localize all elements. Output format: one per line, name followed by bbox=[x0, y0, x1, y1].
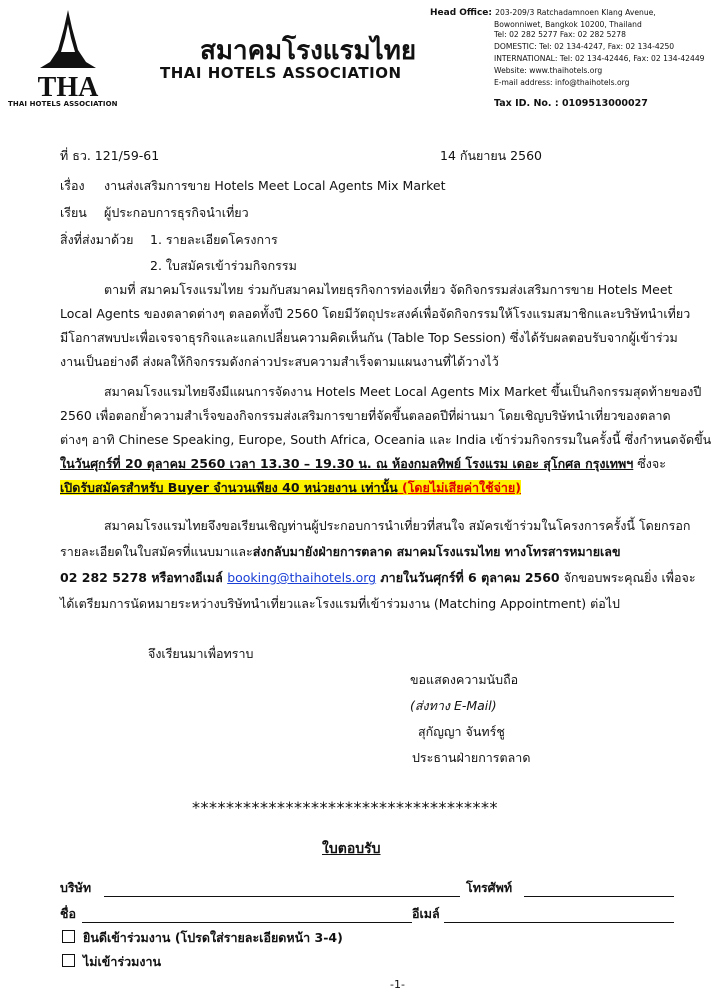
option-attend[interactable] bbox=[62, 928, 343, 948]
attend-checkbox[interactable] bbox=[62, 930, 75, 943]
page-number: -1- bbox=[390, 978, 405, 991]
send-to-marketing: ส่งกลับมายังฝ่ายการตลาด สมาคมโรงแรมไทย ทางโทรสารหมายเลข bbox=[252, 544, 621, 559]
divider-stars: ************************************ bbox=[192, 798, 498, 817]
closing-inform: จึงเรียนมาเพื่อทราบ bbox=[148, 646, 254, 661]
signer-position: ประธานฝ่ายการตลาด bbox=[412, 750, 531, 765]
paragraph-2-line-4 bbox=[60, 452, 666, 476]
phone-label: โทรศัพท์ bbox=[466, 880, 513, 895]
booking-email-link[interactable]: booking@thaihotels.org bbox=[227, 570, 377, 585]
signer-name: สุกัญญา จันทร์ชู bbox=[418, 724, 505, 739]
company-label: บริษัท bbox=[60, 880, 92, 895]
free-of-charge-note: (โดยไม่เสียค่าใช้จ่าย) bbox=[397, 480, 521, 495]
website: Website: www.thaihotels.org bbox=[494, 66, 603, 75]
fax-number: 02 282 5278 หรือทางอีเมล์ bbox=[60, 570, 228, 585]
letter-date: 14 กันยายน 2560 bbox=[440, 148, 542, 163]
head-office-label: Head Office: 203-209/3 Ratchadamnoen Klang Avenue, bbox=[430, 8, 656, 18]
not-attend-checkbox[interactable] bbox=[62, 954, 75, 967]
international-contact: INTERNATIONAL: Tel: 02 134-42446, Fax: 02 134-42449 bbox=[494, 54, 705, 63]
address-line-2: Bowonniwet, Bangkok 10200, Thailand bbox=[494, 20, 642, 29]
paragraph-1-line-1: ตามที่ สมาคมโรงแรมไทย ร่วมกับสมาคมไทยธุรกิจการท่องเที่ยว จัดกิจกรรมส่งเสริมการขาย Hotels Meet bbox=[104, 282, 673, 297]
recipient: ผู้ประกอบการธุรกิจนำเที่ยว bbox=[104, 205, 249, 220]
paragraph-1-line-4: งานเป็นอย่างดี ส่งผลให้กิจกรรมดังกล่าวประสบความสำเร็จตามแผนงานที่ได้วางไว้ bbox=[60, 354, 499, 369]
name-label: ชื่อ bbox=[60, 906, 76, 921]
name-field[interactable] bbox=[82, 904, 412, 923]
paragraph-2-line-5 bbox=[60, 476, 521, 500]
attend-label: ยินดีเข้าร่วมงาน (โปรดใส่รายละเอียดหน้า 3-4) bbox=[83, 930, 343, 945]
reference-number: ที่ ธว. 121/59-61 bbox=[60, 148, 160, 163]
svg-text:THA: THA bbox=[37, 72, 99, 102]
company-field[interactable] bbox=[104, 878, 460, 897]
attachment-1: 1. รายละเอียดโครงการ bbox=[150, 232, 278, 247]
subject-label: เรื่อง bbox=[60, 178, 85, 193]
paragraph-3-line-3 bbox=[60, 566, 696, 590]
paragraph-3-line-1: สมาคมโรงแรมไทยจึงขอเรียนเชิญท่านผู้ประกอบการนำเที่ยวที่สนใจ สมัครเข้าร่วมในโครงการครั้งนี้ โดยกรอก bbox=[104, 518, 691, 533]
event-datetime-venue: ในวันศุกร์ที่ 20 ตุลาคม 2560 เวลา 13.30 – 19.30 น. ณ ห้องกมลทิพย์ โรงแรม เดอะ สุโกศล กรุงเทพฯ bbox=[60, 456, 634, 471]
paragraph-1-line-2: Local Agents ของตลาดต่างๆ ตลอดทั้งปี 2560 โดยมีวัตถุประสงค์เพื่อจัดกิจกรรมให้โรงแรมสมาชิกและบริษัทนำเที่ยว bbox=[60, 306, 691, 321]
paragraph-3-line-3-tail: จักขอบพระคุณยิ่ง เพื่อจะ bbox=[559, 570, 696, 585]
sent-via-email: (ส่งทาง E-Mail) bbox=[410, 698, 497, 713]
email-label: อีเมล์ bbox=[412, 906, 440, 921]
paragraph-3-line-4: ได้เตรียมการนัดหมายระหว่างบริษัทนำเที่ยวและโรงแรมที่เข้าร่วมงาน (Matching Appointment) ต่อไป bbox=[60, 596, 620, 611]
paragraph-2-line-4-tail: ซึ่งจะ bbox=[633, 456, 666, 471]
to-label: เรียน bbox=[60, 205, 87, 220]
org-name-english: THAI HOTELS ASSOCIATION bbox=[160, 64, 402, 82]
phone-field[interactable] bbox=[524, 878, 674, 897]
not-attend-label: ไม่เข้าร่วมงาน bbox=[83, 954, 162, 969]
tha-logo bbox=[28, 10, 108, 112]
email-field[interactable] bbox=[444, 904, 674, 923]
logo-caption: THAI HOTELS ASSOCIATION bbox=[8, 100, 118, 108]
paragraph-3-line-2 bbox=[60, 540, 621, 564]
tax-id: Tax ID. No. : 0109513000027 bbox=[494, 98, 648, 109]
paragraph-2-line-3: ต่างๆ อาทิ Chinese Speaking, Europe, South Africa, Oceania และ India เข้าร่วมกิจกรรมในครั้งนี้ ซึ่งกำหนดจัดขึ้น bbox=[60, 432, 712, 447]
paragraph-2-line-1: สมาคมโรงแรมไทยจึงมีแผนการจัดงาน Hotels Meet Local Agents Mix Market ขึ้นเป็นกิจกรรมสุดท้ายของปี bbox=[104, 384, 702, 399]
org-name-thai: สมาคมโรงแรมไทย bbox=[200, 36, 417, 66]
tel-fax: Tel: 02 282 5277 Fax: 02 282 5278 bbox=[494, 30, 626, 39]
attachments-label: สิ่งที่ส่งมาด้วย bbox=[60, 232, 134, 247]
domestic-contact: DOMESTIC: Tel: 02 134-4247, Fax: 02 134-4250 bbox=[494, 42, 675, 51]
paragraph-3-line-2-start: รายละเอียดในใบสมัครที่แนบมาและ bbox=[60, 544, 253, 559]
reply-form-title: ใบตอบรับ bbox=[322, 841, 381, 857]
deadline: ภายในวันศุกร์ที่ 6 ตุลาคม 2560 bbox=[376, 570, 560, 585]
attachment-2: 2. ใบสมัครเข้าร่วมกิจกรรม bbox=[150, 258, 297, 273]
paragraph-1-line-3: มีโอกาสพบปะเพื่อเจรจาธุรกิจและแลกเปลี่ยนความคิดเห็นกัน (Table Top Session) ซึ่งได้รับผลตอบรับจากผู้เข้าร่วม bbox=[60, 330, 678, 345]
buyer-quota-highlight: เปิดรับสมัครสำหรับ Buyer จำนวนเพียง 40 หน่วยงาน เท่านั้น bbox=[60, 480, 398, 495]
option-not-attend[interactable] bbox=[62, 952, 161, 972]
closing-regards: ขอแสดงความนับถือ bbox=[410, 672, 519, 687]
paragraph-2-line-2: 2560 เพื่อตอกย้ำความสำเร็จของกิจกรรมส่งเสริมการขายที่จัดขึ้นตลอดปีที่ผ่านมา โดยเชิญบริษัทนำเที่ยวของตลาด bbox=[60, 408, 671, 423]
email-address: E-mail address: info@thaihotels.org bbox=[494, 78, 630, 87]
subject: งานส่งเสริมการขาย Hotels Meet Local Agents Mix Market bbox=[104, 178, 446, 193]
